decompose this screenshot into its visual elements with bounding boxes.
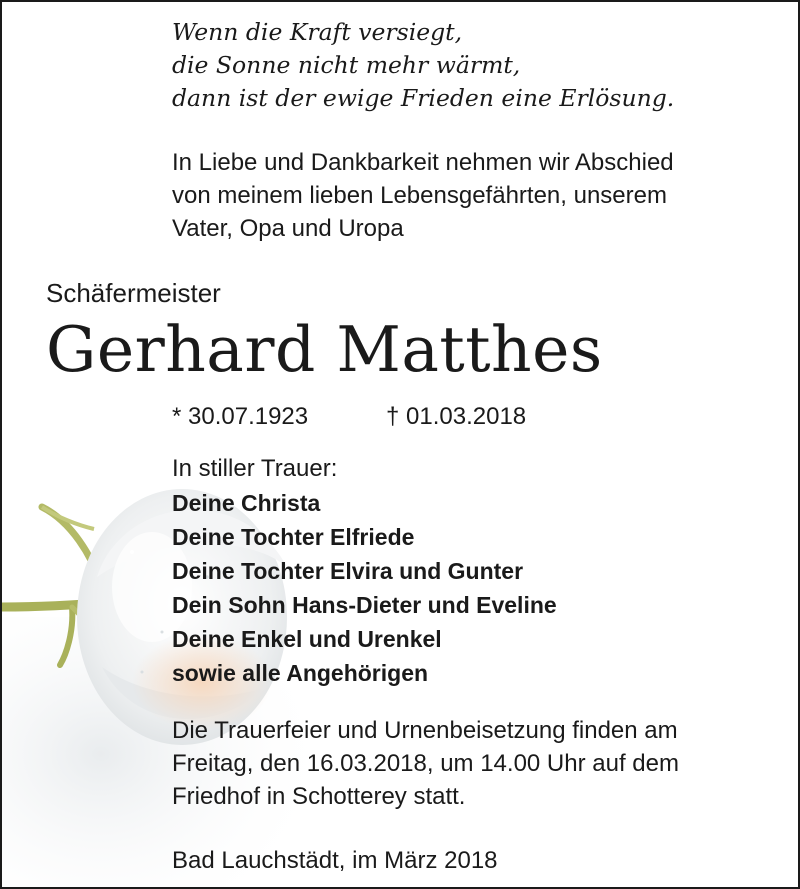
service-line: Die Trauerfeier und Urnenbeisetzung finden am bbox=[172, 717, 678, 744]
mourners-list bbox=[172, 486, 557, 690]
poem-line: die Sonne nicht mehr wärmt, bbox=[172, 51, 521, 79]
death-date: † 01.03.2018 bbox=[386, 403, 527, 430]
farewell-line: von meinem lieben Lebensgefährten, unserem bbox=[172, 182, 667, 209]
farewell-line: Vater, Opa und Uropa bbox=[172, 215, 404, 242]
poem-line: Wenn die Kraft versiegt, bbox=[172, 18, 463, 46]
poem-verse bbox=[172, 16, 674, 115]
deceased-title: Schäfermeister bbox=[46, 278, 221, 308]
deceased-name: Gerhard Matthes bbox=[46, 313, 603, 386]
mourner: Deine Tochter Elfriede bbox=[172, 524, 415, 550]
farewell-text bbox=[172, 146, 674, 245]
farewell-line: In Liebe und Dankbarkeit nehmen wir Abschied bbox=[172, 149, 674, 176]
service-line: Friedhof in Schotterey statt. bbox=[172, 783, 466, 810]
mourner: sowie alle Angehörigen bbox=[172, 660, 429, 686]
service-line: Freitag, den 16.03.2018, um 14.00 Uhr auf dem bbox=[172, 750, 679, 777]
mourner: Dein Sohn Hans-Dieter und Eveline bbox=[172, 592, 557, 618]
mourning-intro: In stiller Trauer: bbox=[172, 455, 338, 482]
place-and-date: Bad Lauchstädt, im März 2018 bbox=[172, 847, 498, 874]
mourner: Deine Tochter Elvira und Gunter bbox=[172, 558, 524, 584]
funeral-service-info bbox=[172, 714, 679, 813]
mourner: Deine Christa bbox=[172, 490, 321, 516]
birth-date: * 30.07.1923 bbox=[172, 403, 309, 430]
mourner: Deine Enkel und Urenkel bbox=[172, 626, 442, 652]
poem-line: dann ist der ewige Frieden eine Erlösung. bbox=[172, 84, 675, 112]
